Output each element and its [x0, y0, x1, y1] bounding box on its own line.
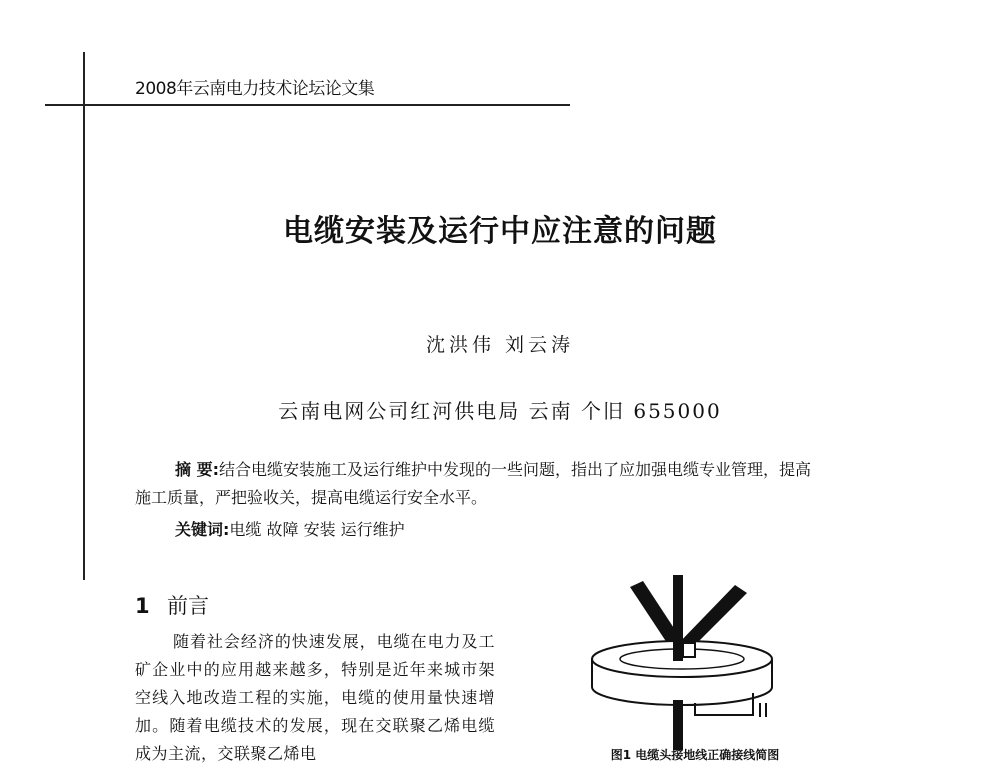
authors: 沈洪伟 刘云涛: [425, 334, 575, 356]
running-header: 2008年云南电力技术论坛论文集: [135, 79, 375, 99]
section-heading: [135, 590, 209, 620]
header-rule: [45, 104, 570, 106]
abstract: [135, 456, 885, 512]
keywords: [175, 517, 405, 540]
keywords-label: 关键词:: [175, 520, 230, 539]
keywords-text: 电缆 故障 安装 运行维护: [229, 520, 405, 539]
abstract-text-2: 施工质量，严把验收关，提高电缆运行安全水平。: [135, 488, 488, 507]
abstract-text-1: 结合电缆安装施工及运行维护中发现的一些问题，指出了应加强电缆专业管理，提高: [218, 460, 811, 479]
figure-caption: 图1 电缆头接地线正确接线简图: [610, 748, 780, 762]
vertical-rule: [83, 52, 85, 580]
section-number: 1: [135, 594, 150, 618]
abstract-line-1: [135, 456, 885, 484]
cable-grounding-diagram: [585, 575, 780, 750]
ground-clamp: [683, 643, 695, 657]
abstract-label: 摘 要:: [175, 460, 219, 479]
body-text: [135, 628, 495, 768]
section-title: 前言: [167, 594, 209, 618]
body-paragraph: 随着社会经济的快速发展，电缆在电力及工矿企业中的应用越来越多，特别是近年来城市架空线入地改造工程的实施，电缆的使用量快速增加。随着电缆技术的发展，现在交联聚乙烯电缆成为主流，交联聚乙烯电: [135, 632, 495, 763]
affiliation: 云南电网公司红河供电局 云南 个旧 655000: [278, 399, 722, 423]
paper-title: 电缆安装及运行中应注意的问题: [283, 214, 717, 249]
